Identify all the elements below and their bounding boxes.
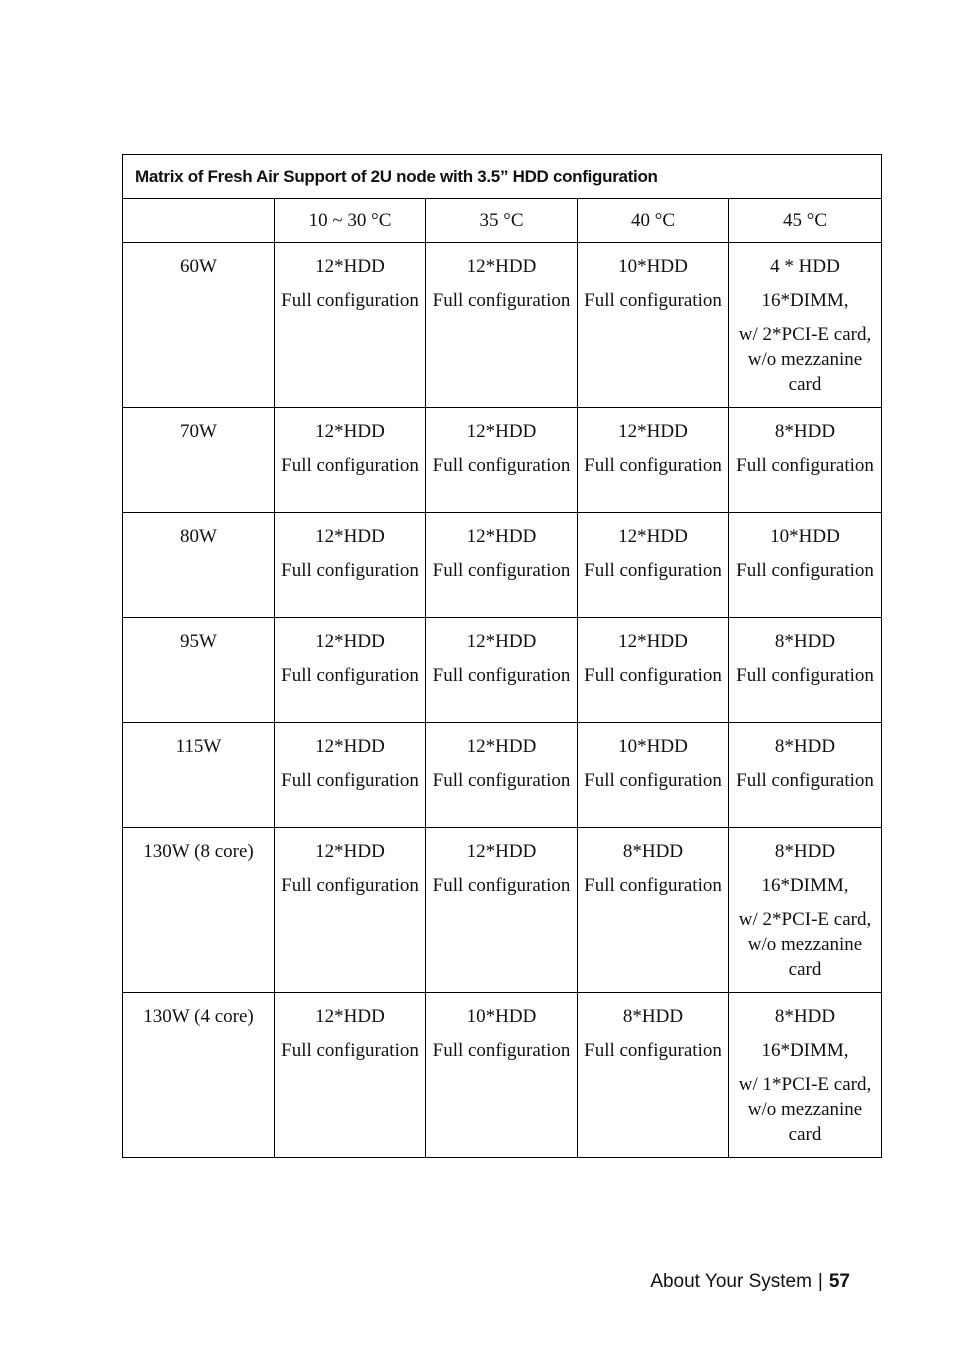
cell-detail-text: Full configuration xyxy=(281,665,419,686)
cell-secondary-text: 16*DIMM, xyxy=(761,290,849,311)
cell-detail-text: Full configuration xyxy=(432,665,571,686)
table-cell xyxy=(578,723,729,828)
row-label-cell xyxy=(123,723,275,828)
cell-primary-text: 12*HDD xyxy=(315,256,385,277)
footer-section-title: About Your System xyxy=(650,1271,812,1292)
cell-primary-text: 10*HDD xyxy=(618,736,688,757)
footer-separator: | xyxy=(817,1271,823,1292)
page-footer xyxy=(650,1271,850,1293)
cell-detail-text: Full configuration xyxy=(584,560,722,581)
table-cell xyxy=(578,828,729,993)
cell-content xyxy=(729,993,881,1155)
table-cell xyxy=(426,513,578,618)
cell-detail-text: w/ 2*PCI-E card, w/o mezzanine card xyxy=(738,909,872,980)
table-cell xyxy=(729,243,882,408)
cell-primary-text: 12*HDD xyxy=(315,736,385,757)
table-cell xyxy=(275,243,426,408)
cell-content xyxy=(729,828,881,990)
cell-content xyxy=(426,408,577,486)
cell-primary-text: 8*HDD xyxy=(774,1006,836,1027)
row-label: 70W xyxy=(180,421,217,442)
cell-primary-text: 8*HDD xyxy=(774,421,836,442)
page-number: 57 xyxy=(828,1271,850,1292)
cell-detail-text: Full configuration xyxy=(584,770,722,791)
cell-detail-text: Full configuration xyxy=(281,455,419,476)
cell-content xyxy=(275,243,425,321)
cell-content xyxy=(275,828,425,906)
cell-primary-text: 8*HDD xyxy=(622,841,684,862)
cell-detail-text: Full configuration xyxy=(584,290,722,311)
cell-detail-text: Full configuration xyxy=(432,560,571,581)
cell-content xyxy=(426,828,577,906)
row-label: 115W xyxy=(175,736,222,757)
table-row xyxy=(123,513,882,618)
table-cell xyxy=(275,993,426,1158)
cell-content xyxy=(426,243,577,321)
table-cell xyxy=(578,408,729,513)
cell-detail-text: Full configuration xyxy=(432,1040,571,1061)
cell-primary-text: 12*HDD xyxy=(466,841,537,862)
table-row xyxy=(123,828,882,993)
cell-primary-text: 12*HDD xyxy=(315,526,385,547)
row-label: 130W (4 core) xyxy=(143,1006,254,1027)
cell-primary-text: 10*HDD xyxy=(770,526,840,547)
cell-content xyxy=(729,243,881,405)
cell-detail-text: Full configuration xyxy=(736,665,874,686)
cell-content xyxy=(426,618,577,696)
table-cell xyxy=(729,618,882,723)
table-cell xyxy=(426,723,578,828)
cell-primary-text: 8*HDD xyxy=(774,841,836,862)
header-temp-35: 35 °C xyxy=(426,199,578,243)
table-row xyxy=(123,408,882,513)
cell-primary-text: 12*HDD xyxy=(315,631,385,652)
table-cell xyxy=(578,513,729,618)
table-cell xyxy=(275,513,426,618)
table-cell xyxy=(426,618,578,723)
header-temp-10-30: 10 ~ 30 °C xyxy=(275,199,426,243)
cell-content xyxy=(426,513,577,591)
header-empty-cell xyxy=(123,199,275,243)
row-label: 80W xyxy=(180,526,217,547)
row-label-cell xyxy=(123,243,275,408)
cell-primary-text: 12*HDD xyxy=(315,841,385,862)
row-label: 60W xyxy=(180,256,217,277)
cell-detail-text: Full configuration xyxy=(736,455,874,476)
row-label-cell xyxy=(123,828,275,993)
cell-content xyxy=(426,993,577,1071)
cell-primary-text: 12*HDD xyxy=(315,421,385,442)
table-row xyxy=(123,723,882,828)
cell-content xyxy=(275,993,425,1071)
cell-primary-text: 4 * HDD xyxy=(770,256,840,277)
cell-primary-text: 12*HDD xyxy=(466,736,537,757)
cell-detail-text: Full configuration xyxy=(281,560,419,581)
cell-detail-text: w/ 2*PCI-E card, w/o mezzanine card xyxy=(738,324,872,395)
fresh-air-matrix-table xyxy=(122,154,882,1158)
table-cell xyxy=(275,408,426,513)
cell-content xyxy=(275,513,425,591)
cell-detail-text: Full configuration xyxy=(432,290,571,311)
table-cell xyxy=(426,993,578,1158)
row-label-cell xyxy=(123,513,275,618)
cell-detail-text: Full configuration xyxy=(281,1040,419,1061)
table-row xyxy=(123,243,882,408)
table-row xyxy=(123,993,882,1158)
header-temp-40: 40 °C xyxy=(578,199,729,243)
table-title-row xyxy=(123,155,882,199)
table-row xyxy=(123,618,882,723)
table-title: Matrix of Fresh Air Support of 2U node with 3.5” HDD configuration xyxy=(123,155,882,199)
cell-detail-text: Full configuration xyxy=(584,875,722,896)
cell-content xyxy=(275,723,425,801)
cell-content xyxy=(578,993,728,1071)
cell-detail-text: Full configuration xyxy=(736,770,874,791)
cell-content xyxy=(275,618,425,696)
table-cell xyxy=(275,618,426,723)
cell-detail-text: Full configuration xyxy=(432,875,571,896)
table-cell xyxy=(426,828,578,993)
table-cell xyxy=(275,828,426,993)
cell-primary-text: 8*HDD xyxy=(774,631,836,652)
cell-detail-text: w/ 1*PCI-E card, w/o mezzanine card xyxy=(738,1074,872,1145)
cell-primary-text: 12*HDD xyxy=(618,526,688,547)
table-cell xyxy=(426,243,578,408)
table-cell xyxy=(729,408,882,513)
cell-content xyxy=(275,408,425,486)
cell-content xyxy=(729,618,881,696)
cell-detail-text: Full configuration xyxy=(432,455,571,476)
row-label: 130W (8 core) xyxy=(143,841,254,862)
cell-primary-text: 12*HDD xyxy=(466,526,537,547)
table-cell xyxy=(729,723,882,828)
cell-primary-text: 8*HDD xyxy=(774,736,836,757)
cell-primary-text: 8*HDD xyxy=(622,1006,684,1027)
cell-content xyxy=(578,408,728,486)
table-cell xyxy=(729,828,882,993)
cell-primary-text: 12*HDD xyxy=(466,421,537,442)
header-temp-45: 45 °C xyxy=(729,199,882,243)
table-cell xyxy=(578,618,729,723)
cell-detail-text: Full configuration xyxy=(584,665,722,686)
row-label: 95W xyxy=(180,631,217,652)
cell-content xyxy=(729,408,881,486)
cell-primary-text: 10*HDD xyxy=(466,1006,537,1027)
cell-primary-text: 12*HDD xyxy=(466,631,537,652)
cell-secondary-text: 16*DIMM, xyxy=(761,875,849,896)
cell-content xyxy=(578,828,728,906)
cell-detail-text: Full configuration xyxy=(281,770,419,791)
table-cell xyxy=(578,993,729,1158)
cell-primary-text: 12*HDD xyxy=(466,256,537,277)
cell-content xyxy=(729,513,881,591)
table-cell xyxy=(729,513,882,618)
cell-content xyxy=(426,723,577,801)
cell-detail-text: Full configuration xyxy=(432,770,571,791)
table-cell xyxy=(426,408,578,513)
cell-primary-text: 12*HDD xyxy=(618,421,688,442)
cell-primary-text: 10*HDD xyxy=(618,256,688,277)
cell-content xyxy=(578,618,728,696)
cell-secondary-text: 16*DIMM, xyxy=(761,1040,849,1061)
cell-detail-text: Full configuration xyxy=(281,290,419,311)
cell-content xyxy=(729,723,881,801)
cell-primary-text: 12*HDD xyxy=(618,631,688,652)
cell-content xyxy=(578,243,728,321)
cell-detail-text: Full configuration xyxy=(584,1040,722,1061)
cell-content xyxy=(578,723,728,801)
cell-primary-text: 12*HDD xyxy=(315,1006,385,1027)
row-label-cell xyxy=(123,618,275,723)
table-header-row xyxy=(123,199,882,243)
cell-detail-text: Full configuration xyxy=(584,455,722,476)
table-cell xyxy=(275,723,426,828)
cell-content xyxy=(578,513,728,591)
row-label-cell xyxy=(123,993,275,1158)
cell-detail-text: Full configuration xyxy=(281,875,419,896)
table-cell xyxy=(578,243,729,408)
cell-detail-text: Full configuration xyxy=(736,560,874,581)
row-label-cell xyxy=(123,408,275,513)
table-cell xyxy=(729,993,882,1158)
